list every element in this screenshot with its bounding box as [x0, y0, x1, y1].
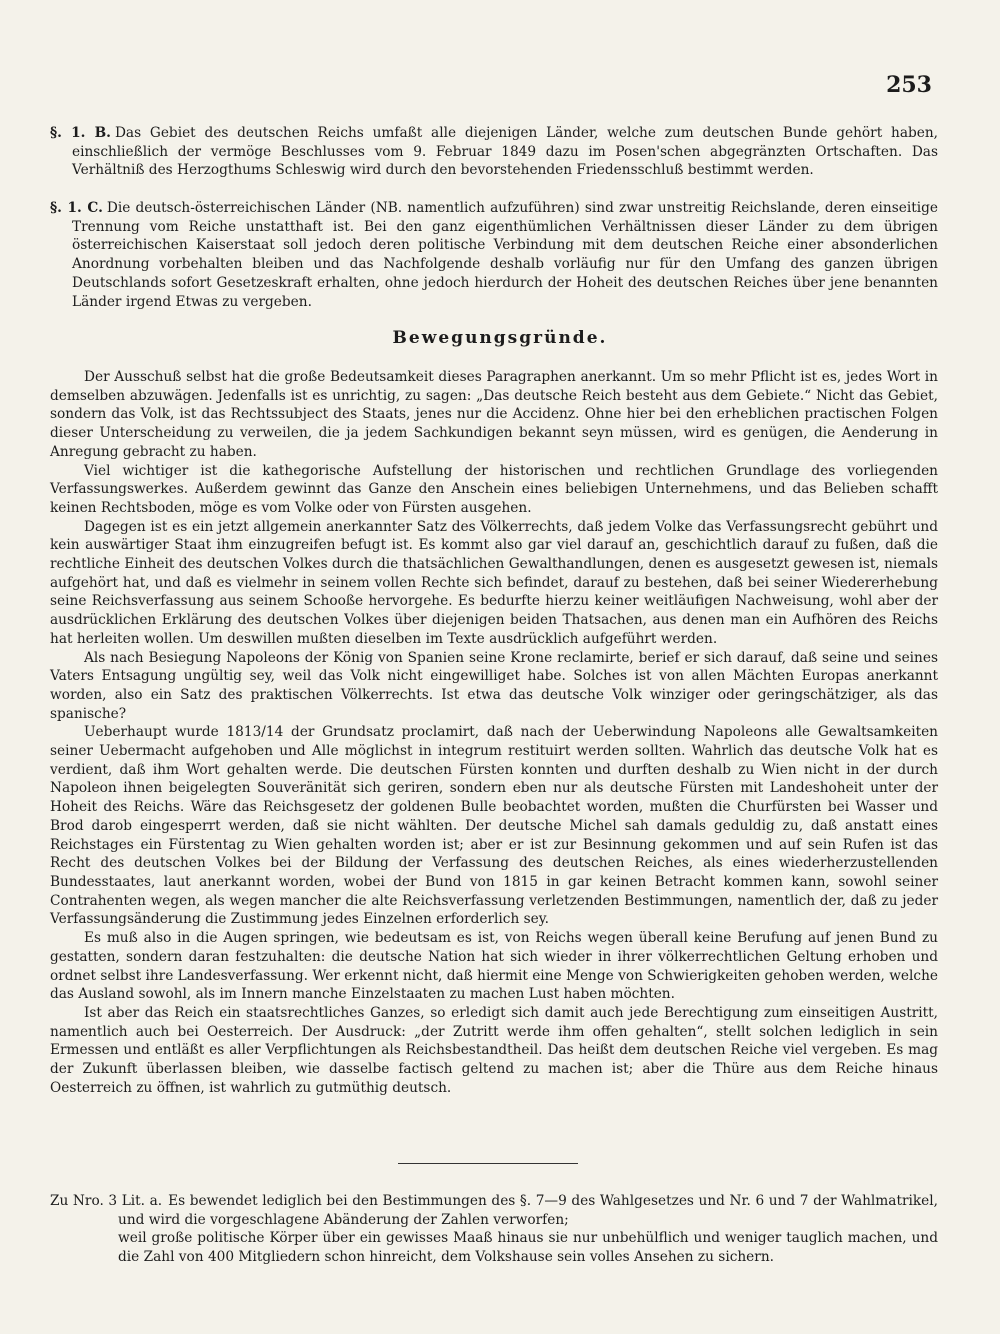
footer-text-1: Es bewendet lediglich bei den Bestimmungen des §. 7—9 des Wahlgesetzes und Nr. 6 und 7 der Wahlmatrikel, und wird die vorgeschlagene Abänderung der Zahlen verworfen;: [118, 1193, 938, 1228]
body-paragraph: Dagegen ist es ein jetzt allgemein anerkannter Satz des Völkerrechts, daß jedem Volke das Verfassungsrecht gebührt und kein auswärtiger Staat ihm einzugreifen befugt ist. Es kommt also gar viel darauf an, geschichtlich darauf zu fußen, daß die rechtliche Einheit des deutschen Volkes durch die thatsächlichen Gewalthandlungen, denen es ausgesetzt gewesen ist, niemals aufgehört hat, und daß es vielmehr in seinem vollen Rechte sich befindet, darauf zu bestehen, daß bei seiner Wiedererhebung seine Reichsverfassung aus seinem Schooße hervorgehe. Es bedurfte hierzu keiner weitläufigen Nachweisung, wohl aber der ausdrücklichen Erklärung des deutschen Volkes über diejenigen beiden Thatsachen, aus denen man ein Aufhören des Reichs hat herleiten wollen. Um deswillen mußten dieselben im Texte ausdrücklich aufgeführt werden.: [50, 518, 938, 647]
footer-lead: Zu Nro. 3 Lit. a.: [50, 1193, 163, 1209]
footer-paragraph-2: weil große politische Körper über ein gewisses Maaß hinaus sie nur unbehülflich und weniger tauglich machen, und die Zahl von 400 Mitgliedern schon hinreicht, dem Volkshause sein volles Ansehen zu sichern.: [118, 1230, 938, 1266]
body-paragraph: Ueberhaupt wurde 1813/14 der Grundsatz proclamirt, daß nach der Ueberwindung Napoleons alle Gewaltsamkeiten seiner Uebermacht aufgehoben und Alle möglichst in integrum restituirt werden sollten. Wahrlich das deutsche Volk hat es verdient, daß ihm Wort gehalten werde. Die deutschen Fürsten konnten und durften deshalb zu Wien nicht in der durch Napoleon ihnen beigelegten Souveränität sich geriren, sondern eben nur als deutsche Fürsten mit Landeshoheit unter der Hoheit des Reichs. Wäre das Reichsgesetz der goldenen Bulle beobachtet worden, mußten die Churfürsten bei Wasser und Brod darob eingesperrt werden, daß sie nicht wählten. Der deutsche Michel sah damals geduldig zu, daß anstatt eines Reichstages ein Fürstentag zu Wien gehalten worden ist; aber er ist zur Besinnung gekommen und auf sein Rufen ist das Recht des deutschen Volkes bei der Bildung der Verfassung des deutschen Reiches, als eines wiederherzustellenden Bundesstaates, laut anerkannt worden, wobei der Bund von 1815 in gar keinen Betracht kommen kann, sowohl seiner Contrahenten wegen, als wegen mancher die alte Reichsverfassung verletzenden Bestimmungen, namentlich der, daß zu jeder Verfassungsänderung die Zustimmung jedes Einzelnen erforderlich sey.: [50, 724, 938, 928]
footer-paragraph-1: [50, 1192, 938, 1229]
body-paragraph: Der Ausschuß selbst hat die große Bedeutsamkeit dieses Paragraphen anerkannt. Um so mehr Pflicht ist es, jedes Wort in demselben abzuwägen. Jedenfalls ist es unrichtig, zu sagen: „Das deutsche Reich besteht aus dem Gebiete.“ Nicht das Gebiet, sondern das Volk, ist das Rechtssubject des Staats, jenes nur die Accidenz. Ohne hier bei den erheblichen practischen Folgen dieser Unterscheidung zu verweilen, die ja jedem Sachkundigen bekannt seyn müssen, wird es genügen, die Aenderung in Anregung gebracht zu haben.: [50, 369, 938, 460]
body-paragraph: Es muß also in die Augen springen, wie bedeutsam es ist, von Reichs wegen überall keine Berufung auf jenen Bund zu gestatten, sondern daran festzuhalten: die deutsche Nation hat sich wieder in ihrer völkerrechtlichen Geltung erhoben und ordnet selbst ihre Landesverfassung. Wer erkennt nicht, daß hiermit eine Menge von Schwierigkeiten gehoben werden, welche das Ausland sowohl, als im Innern manche Einzelstaaten zu machen Lust haben möchten.: [50, 930, 938, 1003]
paragraph-1b: [50, 124, 938, 180]
footer-section: [50, 1192, 938, 1267]
section-text-1c: Die deutsch-österreichischen Länder (NB. namentlich aufzuführen) sind zwar unstreitig Reichslande, deren einseitige Trennung vom Reiche unstatthaft ist. Bei den ganz eigenthümlichen Verhältnissen dieser Länder zu dem übrigen österreichischen Kaiserstaat soll jedoch deren politische Verbindung mit dem deutschen Reiche einer absonderlichen Anordnung vorbehalten bleiben und das Nachfolgende deshalb vorläufig nur für den Umfang des ganzen übrigen Deutschlands sofort Gesetzeskraft erhalten, ohne jedoch hierdurch der Hoheit des deutschen Reiches über jene benannten Länder irgend Etwas zu vergeben.: [72, 200, 938, 310]
body-paragraph: Als nach Besiegung Napoleons der König von Spanien seine Krone reclamirte, berief er sich darauf, daß seine und seines Vaters Entsagung ungültig sey, weil das Volk nicht eingewilliget habe. Solches ist von allen Mächten Europas anerkannt worden, also ein Satz des praktischen Völkerrechts. Ist etwa das deutsche Volk winziger oder geringschätziger, als das spanische?: [50, 649, 938, 722]
body-paragraph: Ist aber das Reich ein staatsrechtliches Ganzes, so erledigt sich damit auch jede Berechtigung zum einseitigen Austritt, namentlich auch bei Oesterreich. Der Ausdruck: „der Zutritt werde ihm offen gehalten“, stellt solchen lediglich in sein Ermessen und entläßt es aller Verpflichtungen als Reichsbestandtheil. Das heißt dem deutschen Reiche viel vergeben. Es mag der Zukunft überlassen bleiben, wie dasselbe factisch geltend zu machen ist; aber die Thüre aus dem Reiche hinaus Oesterreich zu öffnen, ist wahrlich zu gutmüthig deutsch.: [50, 1004, 938, 1096]
section-label-1b: §. 1. B.: [50, 125, 111, 141]
heading-bewegungsgruende: Bewegungsgründe.: [392, 328, 608, 348]
main-body: [50, 368, 938, 1097]
body-paragraph: Viel wichtiger ist die kathegorische Aufstellung der historischen und rechtlichen Grundlage des vorliegenden Verfassungswerkes. Außerdem gewinnt das Ganze den Anschein eines beliebigen Unternehmens, und das Belieben schafft keinen Rechtsboden, möge es vom Volke oder von Fürsten ausgehen.: [50, 462, 938, 516]
page-number: 253: [886, 72, 932, 98]
section-1b: [50, 124, 938, 180]
separator-rule: [398, 1163, 578, 1164]
section-text-1b: Das Gebiet des deutschen Reichs umfaßt alle diejenigen Länder, welche zum deutschen Bunde gehört haben, einschließlich der vermöge Beschlusses vom 9. Februar 1849 dazu im Posen'schen abgegränzten Ortschaften. Das Verhältniß des Herzogthums Schleswig wird durch den bevorstehenden Friedensschluß bestimmt werden.: [72, 125, 939, 179]
section-1c: [50, 199, 938, 311]
section-label-1c: §. 1. C.: [50, 200, 103, 216]
paragraph-1c: [50, 199, 938, 311]
